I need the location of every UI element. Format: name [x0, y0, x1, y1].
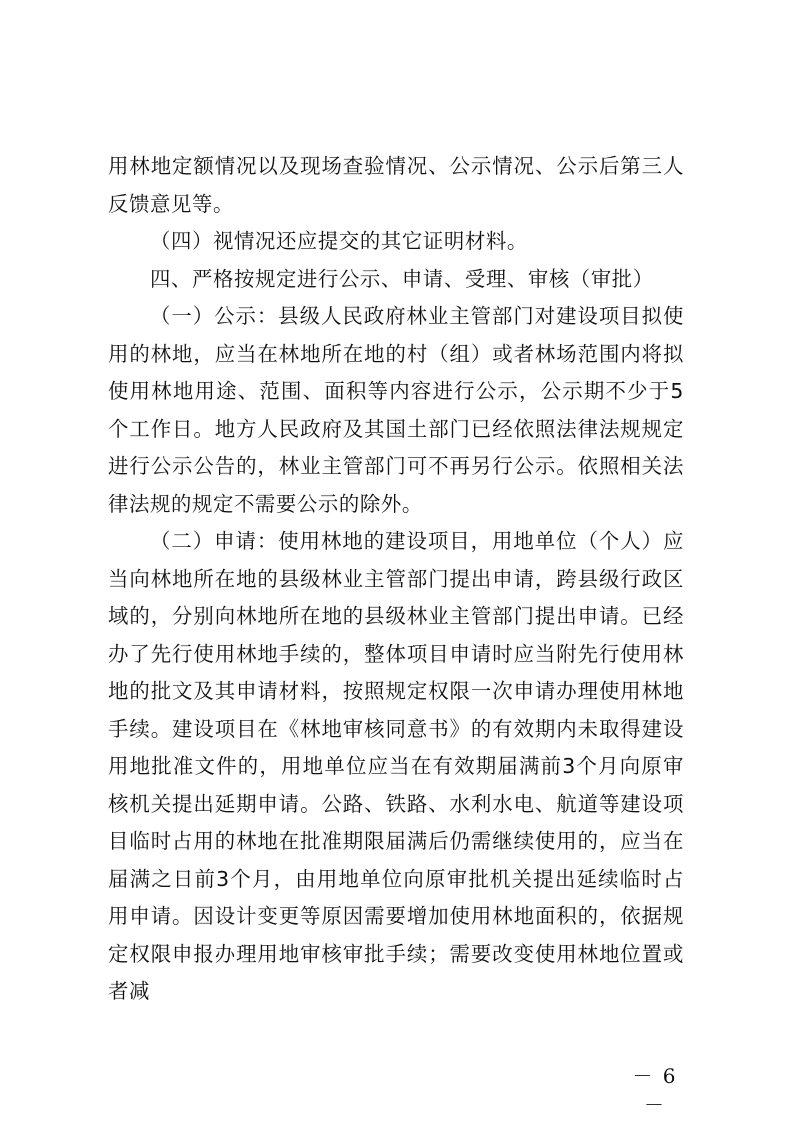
- paragraph-item-four: （四）视情况还应提交的其它证明材料。: [150, 229, 528, 253]
- paragraph-publicity: （一）公示：县级人民政府林业主管部门对建设项目拟使用的林地，应当在林地所在地的村（组）或者林场范围内将拟使用林地用途、范围、面积等内容进行公示，公示期不少于5个工作日。地方人民政府及其国土部门已经依照法律法规规定进行公示公告的，林业主管部门可不再另行公示。依照相关法律法规的规定不需要公示的除外。: [108, 304, 684, 516]
- paragraph-continuation: 用林地定额情况以及现场查验情况、公示情况、公示后第三人反馈意见等。: [108, 154, 684, 216]
- page-number: － 6 －: [632, 1064, 678, 1117]
- paragraph-application: （二）申请：使用林地的建设项目，用地单位（个人）应当向林地所在地的县级林业主管部门提出申请，跨县级行政区域的，分别向林地所在地的县级林业主管部门提出申请。已经办了先行使用林地手续的，整体项目申请时应当附先行使用林地的批文及其申请材料，按照规定权限一次申请办理使用林地手续。建设项目在《林地审核同意书》的有效期内未取得建设用地批准文件的，用地单位应当在有效期届满前3个月向原审核机关提出延期申请。公路、铁路、水利水电、航道等建设项目临时占用的林地在批准期限届满后仍需继续使用的，应当在届满之日前3个月，由用地单位向原审批机关提出延续临时占用申请。因设计变更等原因需要增加使用林地面积的，依据规定权限申报办理用地审核审批手续；需要改变使用林地位置或者减: [108, 529, 684, 1003]
- section-heading-four: 四、严格按规定进行公示、申请、受理、审核（审批）: [150, 266, 654, 291]
- document-body: [108, 148, 684, 1011]
